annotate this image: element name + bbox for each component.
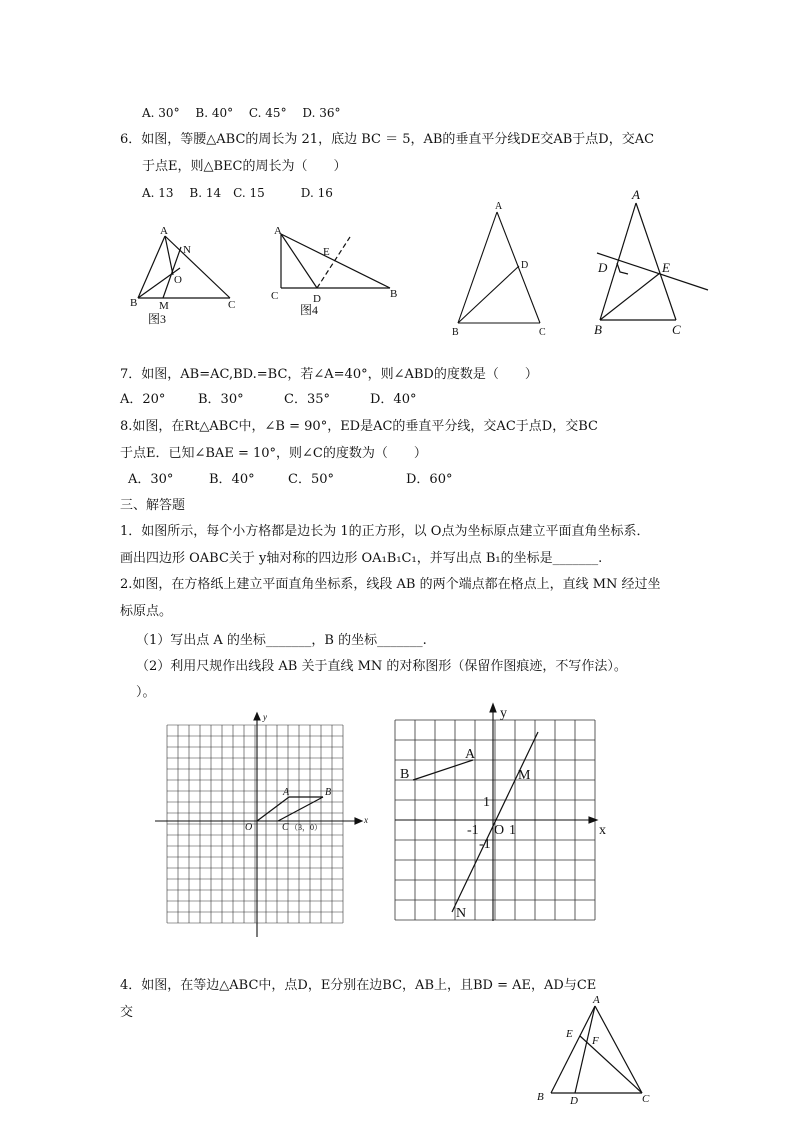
q7-option-d: D．40° [370, 392, 417, 407]
fig4-label-b: B [390, 288, 398, 300]
p1-line2: 画出四边形 OABC关于 y轴对称的四边形 OA₁B₁C₁，并写出点 B₁的坐标是_______. [120, 551, 603, 566]
grid2-y-label: y [500, 706, 507, 721]
q8-line2: 于点E．已知∠BAE = 10°，则∠C的度数为（ ） [120, 446, 427, 461]
grid2-point-a: A [465, 747, 476, 762]
grid2-tick-x-minus1: -1 [467, 823, 479, 838]
fig4-label-a: A [274, 225, 282, 237]
q7-line: 7．如图，AB=AC,BD.=BC，若∠A=40°，则∠ABD的度数是（ ） [120, 367, 538, 382]
fig3-label-c: C [228, 299, 236, 311]
fig3-label-n: N [183, 244, 191, 256]
p2-line2: 标原点。 [120, 604, 173, 619]
fig4-label-d: D [313, 293, 321, 305]
fig3-label-m: M [159, 300, 169, 312]
q6-options: A. 13 B. 14 C. 15 D. 16 [142, 186, 333, 200]
fig7-label-f: F [592, 1035, 599, 1047]
grid2-point-b: B [400, 767, 410, 782]
fig6-label-c: C [672, 322, 681, 337]
fig3-caption: 图3 [148, 312, 167, 326]
grid2-origin-label: O [494, 823, 505, 838]
fig5-label-b: B [452, 327, 459, 338]
fig3-label-o: O [174, 274, 182, 286]
q8-option-b: B．40° [209, 472, 255, 487]
p4-line2: 交 [120, 1005, 134, 1020]
fig3-label-a: A [160, 225, 168, 237]
q8-option-a: A．30° [128, 472, 174, 487]
q8-line1: 8.如图，在Rt△ABC中，∠B = 90°，ED是AC的垂直平分线，交AC于点D，交BC [120, 419, 598, 434]
q5-options: A. 30° B. 40° C. 45° D. 36° [142, 106, 341, 120]
p2-sub2: （2）利用尺规作出线段 AB 关于直线 MN 的对称图形（保留作图痕迹，不写作法）。 [136, 659, 627, 674]
fig6-label-e: E [662, 260, 670, 275]
q8-option-c: C．50° [288, 472, 334, 487]
q6-line1: 6．如图，等腰△ABC的周长为 21，底边 BC ＝ 5，AB的垂直平分线DE交AB于点D，交AC [120, 132, 655, 147]
p2-tail: ）。 [136, 685, 156, 700]
fig3-label-b: B [130, 297, 138, 309]
grid2-tick-y-minus1: -1 [479, 837, 491, 852]
fig7-label-c: C [642, 1093, 650, 1105]
grid1-origin-label: O [245, 822, 253, 833]
q7-option-c: C．35° [284, 392, 330, 407]
fig5-label-a: A [495, 201, 503, 212]
grid1-x-label: x [364, 815, 368, 825]
grid1-point-b: B [325, 787, 332, 798]
grid1-point-c: C [282, 822, 289, 833]
q7-option-b: B．30° [198, 392, 244, 407]
p2-line1: 2.如图，在方格纸上建立平面直角坐标系，线段 AB 的两个端点都在格点上，直线 MN 经过坐 [120, 577, 661, 592]
fig4-label-c: C [271, 290, 279, 302]
grid2-point-m: M [518, 768, 531, 783]
fig6-label-d: D [598, 260, 608, 275]
fig7-label-d: D [570, 1095, 578, 1107]
grid2-tick-y-1: 1 [483, 795, 490, 810]
p2-sub1: （1）写出点 A 的坐标_______，B 的坐标_______. [136, 633, 427, 648]
grid1-point-a: A [283, 787, 290, 798]
fig7-label-b: B [537, 1091, 544, 1103]
grid1-y-label: y [263, 712, 267, 722]
grid2-x-label: x [599, 823, 606, 838]
fig6-label-b: B [594, 322, 602, 337]
q8-option-d: D．60° [406, 472, 453, 487]
q6-line2: 于点E，则△BEC的周长为（ ） [142, 159, 347, 174]
grid1-c-coord: （3，0） [290, 823, 322, 832]
q7-option-a: A．20° [120, 392, 166, 407]
section-3-title: 三、解答题 [120, 498, 186, 513]
grid2-point-n: N [456, 906, 467, 921]
fig4-caption: 图4 [300, 303, 319, 317]
fig7-label-a: A [593, 994, 600, 1006]
fig5-label-c: C [539, 327, 546, 338]
fig4-label-e: E [323, 246, 330, 258]
p4-line1: 4．如图，在等边△ABC中，点D，E分别在边BC，AB上，且BD = AE，AD与CE [120, 978, 597, 993]
fig6-label-a: A [632, 187, 640, 202]
grid2-tick-x-1: 1 [509, 823, 516, 838]
fig5-label-d: D [521, 260, 529, 271]
fig7-label-e: E [566, 1028, 573, 1040]
p1-line1: 1．如图所示，每个小方格都是边长为 1的正方形，以 O点为坐标原点建立平面直角坐标系． [120, 524, 650, 539]
